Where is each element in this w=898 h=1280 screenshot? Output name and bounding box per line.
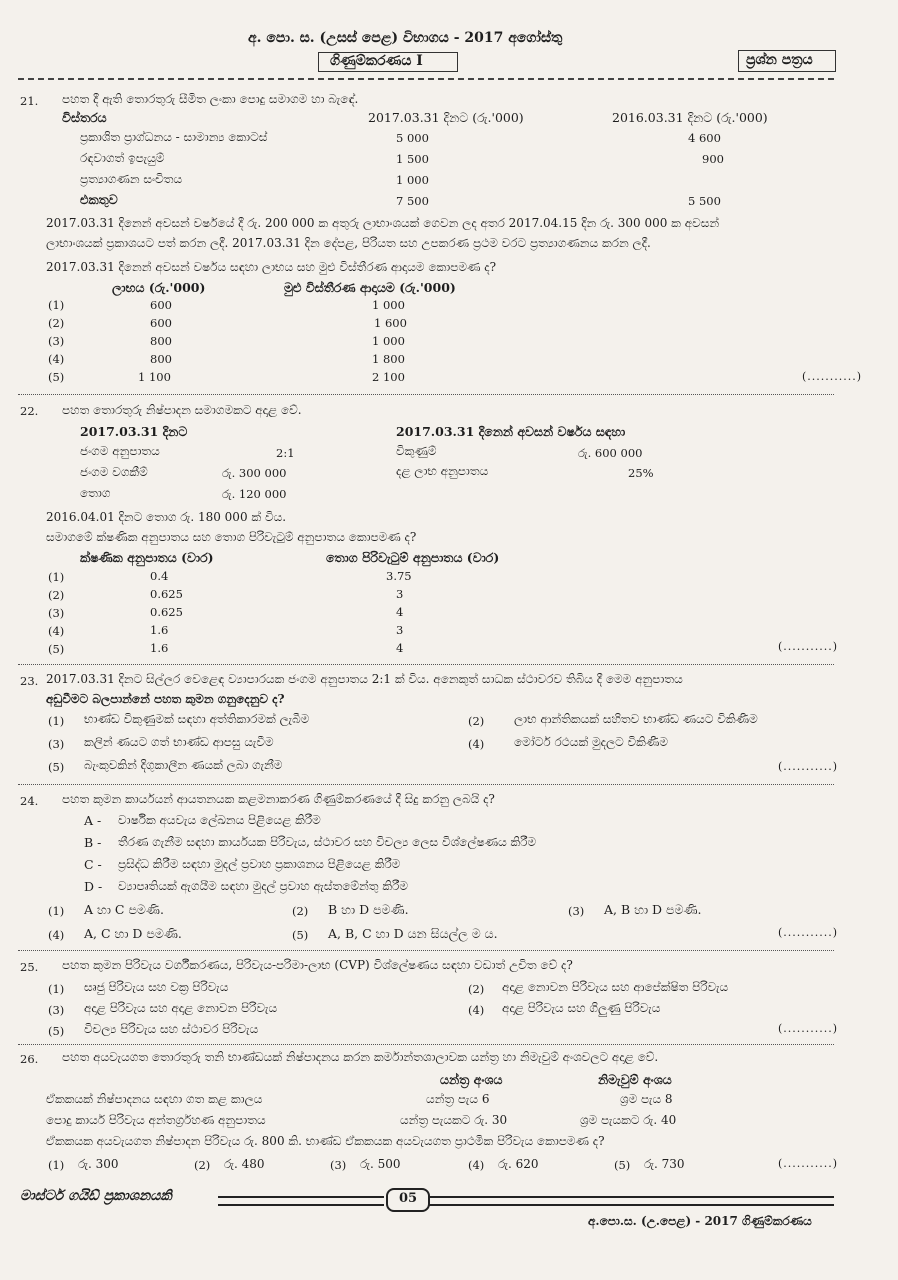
q22-option-number: (4) — [48, 624, 65, 638]
q23-number: 23. — [20, 674, 39, 688]
q23-option-number: (1) — [48, 714, 65, 728]
q25-answer-blank[interactable]: (...........) — [778, 1022, 839, 1035]
q22-right-value: 25% — [628, 466, 654, 480]
q21-stem: පහත දී ඇති තොරතුරු සීමිත ලංකා පොදු සමාගම හා බැඳේ. — [62, 92, 359, 106]
q25-option-number: (4) — [468, 1003, 485, 1017]
q25-number: 25. — [20, 960, 39, 974]
q22-left-label: ජංගම වගකීම් — [80, 465, 148, 479]
q22-option-quick: 0.4 — [150, 569, 169, 583]
q21-row-2016: 900 — [702, 152, 724, 166]
q24-item-text: ව්‍යාපෘතියක් ඇගයීම සඳහා මුදල් ප්‍රවාහ ඇස්තමේන්තු කිරීම — [118, 879, 408, 893]
q24-answer-blank[interactable]: (...........) — [778, 926, 839, 939]
q24-option-text: A හා C පමණි. — [84, 902, 164, 917]
q22-option-turnover: 3 — [396, 623, 404, 637]
q25-option-text: විචල්‍ය පිරිවැය සහ ස්ථාවර පිරිවැය — [84, 1022, 259, 1036]
q25-stem: පහත කුමන පිරිවැය වර්ගීකරණය, පිරිවැය-පරිමා-ලාභ (CVP) විශ්ලේෂණය සඳහා වඩාත් උචිත වේ ද? — [62, 958, 573, 972]
q26-option-text: රු. 620 — [498, 1157, 539, 1171]
subject-title: ගිණුම්කරණය I — [330, 53, 423, 69]
q25-option-number: (3) — [48, 1003, 65, 1017]
q22-right-label: දළ ලාභ අනුපාතය — [396, 464, 489, 478]
q22-right-value: රු. 600 000 — [578, 446, 643, 460]
header-rule — [18, 78, 834, 80]
q21-row-2017: 5 000 — [396, 131, 429, 145]
q21-col-2017: 2017.03.31 දිනට (රු.'000) — [368, 110, 524, 125]
q25-option-number: (5) — [48, 1024, 65, 1038]
q22-option-quick: 1.6 — [150, 623, 169, 637]
q21-row-2016: 4 600 — [688, 131, 721, 145]
q24-item-key: C - — [84, 857, 102, 872]
page-number: 05 — [398, 1191, 418, 1206]
divider — [18, 950, 834, 951]
publisher-name: මාස්ටර් ගයිඩ් ප්‍රකාශනයකි — [20, 1188, 172, 1204]
q25-option-number: (1) — [48, 982, 65, 996]
q21-number: 21. — [20, 94, 39, 108]
q23-option-number: (5) — [48, 760, 65, 774]
q22-option-turnover: 4 — [396, 641, 404, 655]
q24-item-key: D - — [84, 879, 103, 894]
q24-option-text: B හා D පමණි. — [328, 902, 409, 917]
q21-row-label: ප්‍රත්‍යාගණන සංචිතය — [80, 172, 183, 186]
exam-title: අ. පො. ස. (උසස් පෙළ) විභාගය - 2017 අගෝස්තු — [248, 30, 563, 46]
q21-row-2017: 1 000 — [396, 173, 429, 187]
q21-total-2016: 5 500 — [688, 194, 721, 208]
q25-option-text: සෘජු පිරිවැය සහ වක්‍ර පිරිවැය — [84, 980, 229, 994]
q23-option-text: බැංකුවකින් දිගුකාලීන ණයක් ලබා ගැනීම — [84, 758, 283, 772]
q25-option-text: අදාළ නොවන පිරිවැය සහ ආපේක්ෂිත පිරිවැය — [502, 980, 729, 994]
q21-option-profit: 1 100 — [138, 370, 171, 384]
q24-option-text: A, B, C හා D යන සියල්ල ම ය. — [328, 926, 498, 941]
q26-question: ඒකකයක අයවැයගත නිෂ්පාදන පිරිවැය රු. 800 කි. භාණ්ඩ ඒකකයක අයවැයගත ප්‍රාථමික පිරිවැය කොපමණ ද? — [46, 1134, 605, 1148]
q22-option-number: (2) — [48, 588, 65, 602]
q26-row-machine: යන්ත්‍ර පැය 6 — [426, 1092, 490, 1106]
q21-col-detail: විස්තරය — [62, 110, 107, 125]
q21-answer-blank[interactable]: (...........) — [802, 370, 863, 383]
divider — [18, 394, 834, 395]
q26-option-number: (1) — [48, 1158, 65, 1172]
q22-note: 2016.04.01 දිනට තොග රු. 180 000 ක් විය. — [46, 510, 287, 524]
q23-option-number: (4) — [468, 737, 485, 751]
q24-stem: පහත කුමන කාර්යයන් ආයතනයක කළමනාකරණ ගිණුම්කරණයේ දී සිදු කරනු ලබයි ද? — [62, 792, 495, 806]
q23-option-text: ලාභ ආන්තිකයක් සහිතව භාණ්ඩ ණයට විකිණීම — [514, 712, 758, 726]
q22-option-turnover: 3 — [396, 587, 404, 601]
q23-stem-line: අඩුවීමට බලපාන්නේ පහත කුමන ගනුදෙනුව ද? — [46, 692, 285, 706]
q22-option-quick: 1.6 — [150, 641, 169, 655]
q26-option-number: (2) — [194, 1158, 211, 1172]
divider — [18, 1044, 834, 1045]
q22-left-value: 2:1 — [276, 446, 295, 460]
q24-option-number: (3) — [568, 904, 585, 918]
q26-option-number: (3) — [330, 1158, 347, 1172]
q21-option-number: (3) — [48, 334, 65, 348]
footer-band-right — [428, 1196, 834, 1206]
q21-row-label: රඳවාගත් ඉපැයුම් — [80, 151, 165, 165]
q22-left-value: රු. 300 000 — [222, 466, 287, 480]
q21-row-2017: 1 500 — [396, 152, 429, 166]
q23-option-number: (2) — [468, 714, 485, 728]
q21-option-profit: 600 — [150, 316, 172, 330]
q21-option-profit: 800 — [150, 334, 172, 348]
q21-option-income: 1 000 — [372, 298, 405, 312]
q21-opt-col2: මුළු විස්තීරණ ආදායම (රු.'000) — [284, 280, 456, 295]
q23-option-text: භාණ්ඩ විකුණුමක් සඳහා අත්තිකාරමක් ලැබීම — [84, 712, 310, 726]
q25-option-number: (2) — [468, 982, 485, 996]
q26-option-text: රු. 500 — [360, 1157, 401, 1171]
q25-option-text: අදාළ පිරිවැය සහ අදාළ නොවන පිරිවැය — [84, 1001, 278, 1015]
q23-option-text: මෝටර් රථයක් මුදලට විකිණීම — [514, 735, 669, 749]
footer-band-left — [218, 1196, 384, 1206]
q22-answer-blank[interactable]: (...........) — [778, 640, 839, 653]
divider — [18, 664, 834, 665]
q21-option-profit: 800 — [150, 352, 172, 366]
q21-option-number: (2) — [48, 316, 65, 330]
q21-total-label: එකතුව — [80, 192, 118, 207]
q22-opt-col1: ක්ෂණික අනුපාතය (වාර) — [80, 550, 214, 565]
q21-option-income: 1 800 — [372, 352, 405, 366]
q22-number: 22. — [20, 404, 39, 418]
q22-option-turnover: 3.75 — [386, 569, 412, 583]
paper-label: ප්‍රශ්න පත්‍රය — [746, 52, 813, 68]
footer-right-text: අ.පො.ස. (උ.පෙළ) - 2017 ගිණුම්කරණය — [588, 1214, 812, 1228]
q21-question: 2017.03.31 දිනෙන් අවසන් වර්ෂය සඳහා ලාභය සහ මුළු විස්තීරණ ආදායම කොපමණ ද? — [46, 260, 497, 274]
q22-right-label: විකුණුම් — [396, 444, 437, 458]
q23-option-number: (3) — [48, 737, 65, 751]
q26-option-text: රු. 730 — [644, 1157, 685, 1171]
q22-left-label: තොග — [80, 486, 111, 500]
q22-right-head: 2017.03.31 දිනෙන් අවසන් වර්ෂය සඳහා — [396, 424, 626, 439]
q26-row-finish: ශ්‍රම පැය 8 — [620, 1092, 673, 1106]
q21-col-2016: 2016.03.31 දිනට (රු.'000) — [612, 110, 768, 125]
q26-option-text: රු. 300 — [78, 1157, 119, 1171]
q21-option-profit: 600 — [150, 298, 172, 312]
q22-left-label: ජංගම අනුපාතය — [80, 444, 160, 458]
q26-option-text: රු. 480 — [224, 1157, 265, 1171]
q21-option-income: 2 100 — [372, 370, 405, 384]
q22-question: සමාගමේ ක්ෂණික අනුපාතය සහ තොග පිරිවැටුම් අනුපාතය කොපමණ ද? — [46, 530, 417, 544]
q24-item-key: B - — [84, 835, 102, 850]
q21-row-label: ප්‍රකාශිත ප්‍රාග්ධනය - සාමාන්‍ය කොටස් — [80, 130, 268, 144]
q21-option-income: 1 600 — [374, 316, 407, 330]
q24-option-number: (2) — [292, 904, 309, 918]
q26-option-number: (4) — [468, 1158, 485, 1172]
q26-row-label: ඒකකයක් නිෂ්පාදනය සඳහා ගත කළ කාලය — [46, 1092, 263, 1106]
q26-stem: පහත අයවැයගත තොරතුරු තනි භාණ්ඩයක් නිෂ්පාදනය කරන කර්මාන්තශාලාවක යන්ත්‍ර හා නිමැවුම් අංශවලට අදාළ වේ. — [62, 1050, 659, 1064]
q22-left-head: 2017.03.31 දිනට — [80, 424, 188, 439]
q24-number: 24. — [20, 794, 39, 808]
q21-para-line: ලාභාංශයක් ප්‍රකාශයට පත් කරන ලදී. 2017.03.31 දින දේපළ, පිරියත සහ උපකරණ ප්‍රථම වරට ප්‍රත්‍යාගණනය කරන ලදී. — [46, 236, 651, 250]
q21-option-number: (5) — [48, 370, 65, 384]
q24-option-number: (5) — [292, 928, 309, 942]
q22-option-number: (3) — [48, 606, 65, 620]
q21-total-2017: 7 500 — [396, 194, 429, 208]
q22-option-number: (5) — [48, 642, 65, 656]
q23-option-text: කලින් ණයට ගත් භාණ්ඩ ආපසු යැවීම — [84, 735, 274, 749]
q26-number: 26. — [20, 1052, 39, 1066]
q21-option-number: (1) — [48, 298, 65, 312]
q24-option-number: (1) — [48, 904, 65, 918]
q24-option-text: A, B හා D පමණි. — [604, 902, 702, 917]
q24-item-text: තීරණ ගැනීම සඳහා කාර්යයක පිරිවැය, ස්ථාවර සහ විචල්‍ය ලෙස විශ්ලේෂණය කිරීම — [118, 835, 537, 849]
q24-item-key: A - — [84, 813, 102, 828]
q21-para-line: 2017.03.31 දිනෙන් අවසන් වර්ෂයේ දී රු. 200 000 ක අතුරු ලාභාංශයක් ගෙවන ලද අතර 2017.04.15 දින රු. 300 000 ක අවසන් — [46, 216, 720, 230]
q24-item-text: ප්‍රසිද්ධ කිරීම සඳහා මුදල් ප්‍රවාහ ප්‍රකාශනය පිළියෙළ කිරීම — [118, 857, 401, 871]
q22-stem: පහත තොරතුරු නිෂ්පාදන සමාගමකට අදාළ වේ. — [62, 403, 302, 417]
q21-option-number: (4) — [48, 352, 65, 366]
q21-opt-col1: ලාභය (රු.'000) — [112, 280, 206, 295]
q22-option-quick: 0.625 — [150, 605, 183, 619]
divider — [18, 784, 834, 785]
q22-option-quick: 0.625 — [150, 587, 183, 601]
q25-option-text: අදාළ පිරිවැය සහ ගිලුණු පිරිවැය — [502, 1001, 661, 1015]
q23-answer-blank[interactable]: (...........) — [778, 760, 839, 773]
q22-option-turnover: 4 — [396, 605, 404, 619]
q22-left-value: රු. 120 000 — [222, 487, 287, 501]
q23-stem-line: 2017.03.31 දිනට සිල්ලර වෙළෙඳ ව්‍යාපාරයක ජංගම අනුපාතය 2:1 ක් විය. අනෙකුත් සාධක ස්ථාවරව තිබිය දී මෙම අනුපාතය — [46, 672, 683, 686]
q24-option-number: (4) — [48, 928, 65, 942]
q22-option-number: (1) — [48, 570, 65, 584]
page-number-box — [386, 1188, 430, 1212]
q26-row-machine: යන්ත්‍ර පැයකට රු. 30 — [400, 1113, 508, 1127]
q26-col-finish: නිමැවුම් අංශය — [598, 1072, 672, 1087]
q26-col-machine: යන්ත්‍ර අංශය — [440, 1072, 503, 1087]
q26-row-label: පොදු කාර්ය පිරිවැය අන්තර්ග්‍රහණ අනුපාතය — [46, 1113, 266, 1127]
q26-option-number: (5) — [614, 1158, 631, 1172]
q26-row-finish: ශ්‍රම පැයකට රු. 40 — [580, 1113, 677, 1127]
q21-option-income: 1 000 — [372, 334, 405, 348]
q24-option-text: A, C හා D පමණි. — [84, 926, 182, 941]
q24-item-text: වාර්ෂික අයවැය ලේඛනය පිළියෙළ කිරීම — [118, 813, 321, 827]
q26-answer-blank[interactable]: (...........) — [778, 1157, 839, 1170]
q22-opt-col2: තොග පිරිවැටුම් අනුපාතය (වාර) — [326, 550, 500, 565]
